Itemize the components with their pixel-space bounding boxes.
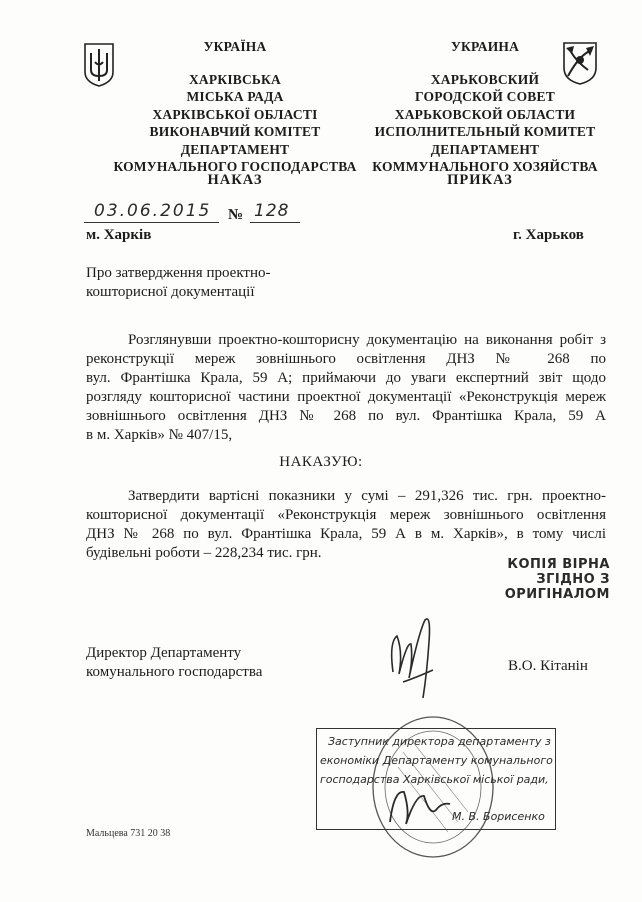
org-line-ru-4: ИСПОЛНИТЕЛЬНЫЙ КОМИТЕТ [374,124,596,139]
order-title-ru: ПРИКАЗ [447,172,513,188]
org-line-ru-3: ХАРЬКОВСКОЙ ОБЛАСТИ [394,106,576,122]
date-underline [84,222,219,223]
order-line-3: ДНЗ № 268 по вул. Франтішка Крала, 59 А в м. Харків», в тому числі [86,526,606,542]
subject-line-1: Про затвердження проектно- [86,265,271,281]
org-line-ru-6: КОММУНАЛЬНОГО ХОЗЯЙСТВА [372,159,598,174]
preamble-line-1: Розглянувши проектно-кошторисну документацію на виконання робіт з [128,332,606,348]
director-signature-icon [385,612,445,702]
executor-contact: Мальцева 731 20 38 [86,828,171,839]
preamble-line-5: зовнішнього освітлення ДНЗ № 268 по вул. Франтішка Крала, 59 А [86,408,606,424]
certification-line-1: Заступник директора департаменту з [328,735,551,748]
country-name-ua: УКРАЇНА [203,39,267,54]
deputy-signature-icon [384,782,454,832]
certification-line-2: економіки Департаменту комунального [320,754,553,767]
preamble-line-6: в м. Харків» № 407/15, [86,427,233,443]
certification-line-3: господарства Харківської міської ради, [320,773,549,786]
org-line-ru-2: ГОРОДСКОЙ СОВЕТ [415,89,555,104]
country-name-ru: УКРАИНА [450,39,520,54]
copy-true-stamp [492,557,610,602]
org-line-ua-2: МІСЬКА РАДА [186,89,284,104]
header-russian [360,38,610,176]
copy-stamp-line-2: ЗГІДНО З [536,572,610,587]
org-line-ua-4: ВИКОНАВЧИЙ КОМІТЕТ [149,124,321,139]
signatory-title-line-1: Директор Департаменту [86,645,242,661]
header-ukrainian [100,38,370,176]
org-line-ua-3: ХАРКІВСЬКОЇ ОБЛАСТІ [152,106,318,122]
certification-line-4: М. В. Борисенко [452,810,545,823]
order-word: НАКАЗУЮ: [279,454,363,470]
org-line-ua-1: ХАРКІВСЬКА [188,71,281,87]
city-ua: м. Харків [86,227,152,243]
preamble-line-2: реконструкції мереж зовнішнього освітлення ДНЗ № 268 по [86,351,606,367]
org-line-ua-5: ДЕПАРТАМЕНТ [180,141,290,157]
order-line-1: Затвердити вартісні показники у сумі – 291,326 тис. грн. проектно- [128,488,606,504]
org-line-ru-1: ХАРЬКОВСКИЙ [430,71,540,87]
org-line-ru-5: ДЕПАРТАМЕНТ [430,141,540,157]
org-line-ua-6: КОМУНАЛЬНОГО ГОСПОДАРСТВА [113,159,357,174]
order-date-handwritten: 03.06.2015 [94,201,212,221]
signatory-title-line-2: комунального господарства [86,664,263,680]
order-number-sign: № [228,207,244,223]
signatory-name: В.О. Кітанін [508,658,588,674]
order-line-4: будівельні роботи – 228,234 тис. грн. [86,545,322,561]
preamble-line-4: розгляду кошторисної частини проектної документації «Реконструкція мереж [86,389,606,405]
number-underline [250,222,300,223]
copy-stamp-line-3: ОРИГІНАЛОМ [504,587,610,602]
city-ru: г. Харьков [513,227,584,243]
subject-line-2: кошторисної документації [86,284,255,300]
copy-stamp-line-1: КОПІЯ ВІРНА [507,557,610,572]
order-number-handwritten: 128 [254,201,290,221]
order-line-2: кошторисної документації «Реконструкція мереж зовнішнього освітлення [86,507,606,523]
preamble-line-3: вул. Франтішка Крала, 59 А; приймаючи до уваги експертний звіт щодо [86,370,606,386]
order-title-ua: НАКАЗ [207,172,263,188]
